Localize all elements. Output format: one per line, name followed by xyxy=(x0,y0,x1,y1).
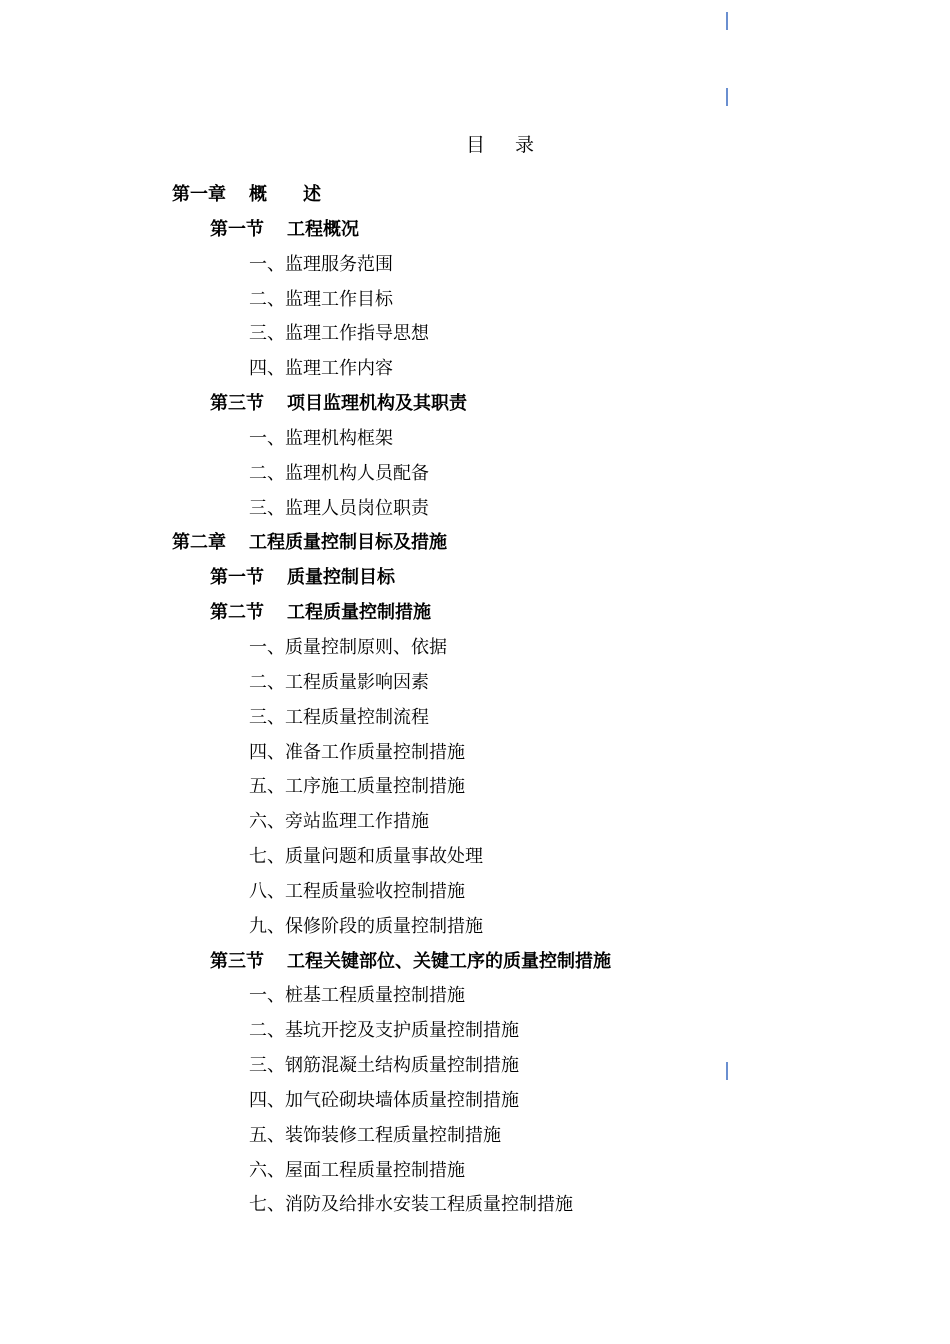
toc-entry-section[interactable] xyxy=(0,945,950,980)
toc-entry-number: 第二节 xyxy=(210,602,264,624)
toc-entry-item[interactable] xyxy=(0,492,950,527)
toc-entry-item[interactable] xyxy=(0,1084,950,1119)
toc-entry-item[interactable] xyxy=(0,1154,950,1189)
toc-entry-text: 七、质量问题和质量事故处理 xyxy=(249,846,483,868)
toc-entry-item[interactable] xyxy=(0,875,950,910)
toc-entry-text: 六、屋面工程质量控制措施 xyxy=(249,1159,465,1181)
toc-entry-item[interactable] xyxy=(0,736,950,771)
toc-entry-text: 四、加气砼砌块墙体质量控制措施 xyxy=(249,1089,519,1111)
revision-mark xyxy=(726,88,728,106)
toc-entry-item[interactable] xyxy=(0,770,950,805)
toc-entry-text: 质量控制目标 xyxy=(287,567,395,589)
toc-entry-text: 三、钢筋混凝土结构质量控制措施 xyxy=(249,1055,519,1077)
toc-entry-item[interactable] xyxy=(0,1119,950,1154)
toc-entry-text: 四、准备工作质量控制措施 xyxy=(249,741,465,763)
toc-entry-text: 二、监理工作目标 xyxy=(249,288,393,310)
toc-entry-item[interactable] xyxy=(0,1188,950,1223)
toc-title-char: 目 xyxy=(465,134,485,156)
toc-entry-text: 三、监理人员岗位职责 xyxy=(249,497,429,519)
toc-entry-text: 一、监理服务范围 xyxy=(249,253,393,275)
table-of-contents xyxy=(0,178,950,1223)
toc-entry-text: 工程概况 xyxy=(287,218,359,240)
toc-entry-chapter[interactable] xyxy=(0,178,950,213)
toc-entry-chapter[interactable] xyxy=(0,526,950,561)
revision-mark xyxy=(726,12,728,30)
toc-entry-number: 第三节 xyxy=(210,393,264,415)
toc-entry-item[interactable] xyxy=(0,1014,950,1049)
toc-entry-item[interactable] xyxy=(0,317,950,352)
toc-entry-item[interactable] xyxy=(0,910,950,945)
toc-entry-text: 九、保修阶段的质量控制措施 xyxy=(249,915,483,937)
toc-entry-item[interactable] xyxy=(0,979,950,1014)
toc-entry-text: 工程关键部位、关键工序的质量控制措施 xyxy=(287,950,611,972)
toc-entry-item[interactable] xyxy=(0,422,950,457)
toc-entry-number: 第二章 xyxy=(172,532,226,554)
toc-entry-text: 一、监理机构框架 xyxy=(249,427,393,449)
toc-entry-text: 八、工程质量验收控制措施 xyxy=(249,880,465,902)
toc-title-char: 录 xyxy=(515,134,535,156)
toc-entry-text: 二、工程质量影响因素 xyxy=(249,671,429,693)
toc-entry-number: 第一节 xyxy=(210,218,264,240)
toc-entry-text: 三、工程质量控制流程 xyxy=(249,706,429,728)
toc-entry-section[interactable] xyxy=(0,561,950,596)
toc-entry-text: 三、监理工作指导思想 xyxy=(249,323,429,345)
toc-entry-item[interactable] xyxy=(0,840,950,875)
toc-entry-text: 二、基坑开挖及支护质量控制措施 xyxy=(249,1020,519,1042)
toc-entry-text: 项目监理机构及其职责 xyxy=(287,393,467,415)
toc-entry-item[interactable] xyxy=(0,248,950,283)
toc-entry-text: 工程质量控制措施 xyxy=(287,602,431,624)
toc-entry-item[interactable] xyxy=(0,1049,950,1084)
toc-title xyxy=(0,130,950,157)
toc-entry-text: 五、装饰装修工程质量控制措施 xyxy=(249,1124,501,1146)
toc-entry-text: 概 述 xyxy=(249,184,321,205)
toc-entry-text: 工程质量控制目标及措施 xyxy=(249,532,447,554)
toc-entry-text: 五、工序施工质量控制措施 xyxy=(249,776,465,798)
toc-entry-text: 六、旁站监理工作措施 xyxy=(249,811,429,833)
toc-entry-item[interactable] xyxy=(0,352,950,387)
toc-entry-text: 四、监理工作内容 xyxy=(249,358,393,380)
toc-entry-section[interactable] xyxy=(0,213,950,248)
toc-entry-item[interactable] xyxy=(0,457,950,492)
toc-entry-number: 第一节 xyxy=(210,567,264,589)
toc-entry-section[interactable] xyxy=(0,387,950,422)
toc-entry-number: 第三节 xyxy=(210,950,264,972)
toc-entry-number: 第一章 xyxy=(172,184,226,205)
toc-entry-text: 二、监理机构人员配备 xyxy=(249,462,429,484)
toc-entry-item[interactable] xyxy=(0,631,950,666)
toc-entry-item[interactable] xyxy=(0,701,950,736)
toc-entry-item[interactable] xyxy=(0,666,950,701)
toc-entry-text: 七、消防及给排水安装工程质量控制措施 xyxy=(249,1194,573,1216)
toc-entry-section[interactable] xyxy=(0,596,950,631)
toc-entry-item[interactable] xyxy=(0,283,950,318)
toc-entry-text: 一、质量控制原则、依据 xyxy=(249,636,447,658)
toc-entry-item[interactable] xyxy=(0,805,950,840)
toc-entry-text: 一、桩基工程质量控制措施 xyxy=(249,985,465,1007)
